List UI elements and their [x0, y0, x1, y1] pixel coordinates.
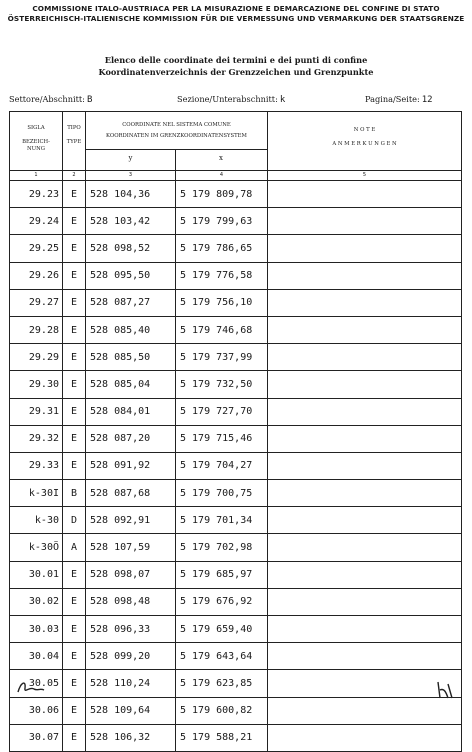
cell-x: 5 179 732,50 [176, 371, 268, 398]
column-number-row [10, 171, 462, 181]
cell-y: 528 095,50 [86, 262, 176, 289]
table-body [10, 181, 462, 752]
cell-tipo: E [63, 344, 86, 371]
cell-sigla: 29.24 [10, 208, 63, 235]
sezione-field [177, 94, 285, 105]
cell-tipo: E [63, 371, 86, 398]
header-nung-label: NUNG [27, 146, 45, 152]
pagina-label: Pagina/Seite: [365, 94, 420, 104]
header-coord-italian: COORDINATE NEL SISTEMA COMUNE [122, 122, 231, 128]
table-row [10, 507, 462, 534]
header-anmerkungen-label: A N M E R K U N G E N [332, 141, 397, 147]
cell-sigla: 29.25 [10, 235, 63, 262]
settore-field [9, 94, 92, 105]
cell-sigla: 30.03 [10, 616, 63, 643]
cell-note [268, 480, 462, 507]
cell-y: 528 084,01 [86, 398, 176, 425]
cell-x: 5 179 702,98 [176, 534, 268, 561]
cell-tipo: E [63, 643, 86, 670]
header-note [268, 112, 462, 171]
table-row [10, 616, 462, 643]
cell-y: 528 103,42 [86, 208, 176, 235]
header-sigla-label: SIGLA [27, 125, 45, 131]
pagina-value: 12 [421, 95, 433, 105]
cell-note [268, 425, 462, 452]
cell-x: 5 179 659,40 [176, 616, 268, 643]
sezione-label: Sezione/Unterabschnitt: [177, 94, 278, 104]
cell-x: 5 179 727,70 [176, 398, 268, 425]
cell-tipo: E [63, 289, 86, 316]
table-row [10, 181, 462, 208]
cell-y: 528 091,92 [86, 452, 176, 479]
cell-y: 528 085,40 [86, 316, 176, 343]
sezione-value: k [279, 95, 286, 105]
cell-sigla: 29.23 [10, 181, 63, 208]
cell-note [268, 371, 462, 398]
cell-sigla: 30.07 [10, 724, 63, 751]
table-row [10, 425, 462, 452]
cell-sigla: 29.27 [10, 289, 63, 316]
cell-x: 5 179 588,21 [176, 724, 268, 751]
header-bezeichnung-label: BEZEICH- [22, 139, 50, 145]
table-row [10, 371, 462, 398]
cell-x: 5 179 786,65 [176, 235, 268, 262]
cell-y: 528 106,32 [86, 724, 176, 751]
cell-tipo: E [63, 697, 86, 724]
cell-note [268, 344, 462, 371]
colnum-2: 2 [63, 171, 86, 181]
cell-x: 5 179 756,10 [176, 289, 268, 316]
cell-y: 528 107,59 [86, 534, 176, 561]
table-row [10, 208, 462, 235]
coordinates-table [9, 111, 462, 752]
cell-tipo: E [63, 425, 86, 452]
cell-tipo: E [63, 724, 86, 751]
colnum-3: 3 [86, 171, 176, 181]
header-coordinates [86, 112, 268, 171]
cell-tipo: E [63, 616, 86, 643]
cell-note [268, 289, 462, 316]
header-note-label: N O T E [353, 127, 376, 133]
colnum-4: 4 [176, 171, 268, 181]
cell-tipo: E [63, 181, 86, 208]
colnum-5: 5 [268, 171, 462, 181]
header-coord-german: KOORDINATEN IM GRENZKOORDINATENSYSTEM [106, 133, 247, 139]
cell-sigla: 29.29 [10, 344, 63, 371]
cell-note [268, 507, 462, 534]
cell-x: 5 179 676,92 [176, 588, 268, 615]
handwritten-initials-icon [434, 678, 456, 702]
cell-note [268, 181, 462, 208]
cell-x: 5 179 685,97 [176, 561, 268, 588]
cell-y: 528 085,04 [86, 371, 176, 398]
cell-note [268, 588, 462, 615]
colnum-1: 1 [10, 171, 63, 181]
cell-sigla: k-30 [10, 507, 63, 534]
cell-y: 528 087,27 [86, 289, 176, 316]
cell-sigla: 29.32 [10, 425, 63, 452]
settore-label: Settore/Abschnitt: [9, 94, 85, 104]
cell-note [268, 643, 462, 670]
cell-note [268, 697, 462, 724]
cell-tipo: E [63, 235, 86, 262]
cell-note [268, 616, 462, 643]
cell-sigla: 30.04 [10, 643, 63, 670]
cell-note [268, 670, 462, 697]
cell-note [268, 561, 462, 588]
cell-y: 528 099,20 [86, 643, 176, 670]
cell-y: 528 110,24 [86, 670, 176, 697]
handwritten-signature-icon [16, 676, 46, 696]
cell-sigla: 29.26 [10, 262, 63, 289]
cell-x: 5 179 737,99 [176, 344, 268, 371]
cell-x: 5 179 623,85 [176, 670, 268, 697]
table-row [10, 235, 462, 262]
commission-title-german: ÖSTERREICHISCH-ITALIENISCHE KOMMISSION FÜR DIE VERMESSUNG UND VERMARKUNG DER STAATSGRENZE [7, 14, 465, 23]
document-title-german: Koordinatenverzeichnis der Grenzzeichen und Grenzpunkte [98, 67, 374, 77]
cell-note [268, 208, 462, 235]
cell-y: 528 087,20 [86, 425, 176, 452]
cell-x: 5 179 700,75 [176, 480, 268, 507]
cell-x: 5 179 799,63 [176, 208, 268, 235]
table-row [10, 643, 462, 670]
cell-note [268, 724, 462, 751]
cell-x: 5 179 701,34 [176, 507, 268, 534]
cell-x: 5 179 746,68 [176, 316, 268, 343]
cell-note [268, 398, 462, 425]
cell-y: 528 087,68 [86, 480, 176, 507]
cell-y: 528 098,52 [86, 235, 176, 262]
cell-tipo: E [63, 398, 86, 425]
cell-x: 5 179 704,27 [176, 452, 268, 479]
cell-sigla: 30.01 [10, 561, 63, 588]
table-row [10, 588, 462, 615]
cell-note [268, 316, 462, 343]
cell-x: 5 179 643,64 [176, 643, 268, 670]
cell-sigla: k-30I [10, 480, 63, 507]
table-header-row [10, 112, 462, 171]
table-row [10, 344, 462, 371]
cell-sigla: 29.31 [10, 398, 63, 425]
cell-tipo: E [63, 588, 86, 615]
cell-tipo: E [63, 316, 86, 343]
table-row [10, 670, 462, 697]
cell-y: 528 085,50 [86, 344, 176, 371]
cell-note [268, 534, 462, 561]
table-row [10, 724, 462, 751]
cell-sigla: 29.30 [10, 371, 63, 398]
cell-y: 528 092,91 [86, 507, 176, 534]
cell-tipo: D [63, 507, 86, 534]
cell-tipo: E [63, 452, 86, 479]
table-row [10, 452, 462, 479]
settore-value: B [86, 95, 93, 105]
cell-sigla: 30.02 [10, 588, 63, 615]
header-x: x [219, 154, 223, 162]
header-tipo-label: TIPO [67, 125, 81, 131]
table-row [10, 398, 462, 425]
table-row [10, 697, 462, 724]
header-y: y [128, 154, 133, 162]
cell-y: 528 104,36 [86, 181, 176, 208]
header-tipo [63, 112, 86, 171]
cell-sigla: k-30Ö [10, 534, 63, 561]
cell-tipo: E [63, 262, 86, 289]
cell-x: 5 179 600,82 [176, 697, 268, 724]
cell-tipo: A [63, 534, 86, 561]
table-row [10, 480, 462, 507]
cell-sigla: 30.05 [10, 670, 63, 697]
table-row [10, 534, 462, 561]
table-row [10, 262, 462, 289]
cell-y: 528 096,33 [86, 616, 176, 643]
cell-note [268, 452, 462, 479]
cell-tipo: B [63, 480, 86, 507]
cell-sigla: 29.28 [10, 316, 63, 343]
cell-y: 528 098,48 [86, 588, 176, 615]
table-row [10, 316, 462, 343]
commission-title-italian: COMMISSIONE ITALO-AUSTRIACA PER LA MISURAZIONE E DEMARCAZIONE DEL CONFINE DI STATO [32, 4, 440, 13]
cell-note [268, 262, 462, 289]
cell-tipo: E [63, 208, 86, 235]
table-row [10, 289, 462, 316]
cell-tipo: E [63, 670, 86, 697]
cell-y: 528 109,64 [86, 697, 176, 724]
header-sigla [10, 112, 63, 171]
cell-sigla: 29.33 [10, 452, 63, 479]
cell-tipo: E [63, 561, 86, 588]
table-row [10, 561, 462, 588]
cell-note [268, 235, 462, 262]
cell-sigla: 30.06 [10, 697, 63, 724]
cell-x: 5 179 776,58 [176, 262, 268, 289]
cell-x: 5 179 809,78 [176, 181, 268, 208]
cell-y: 528 098,07 [86, 561, 176, 588]
document-title-italian: Elenco delle coordinate dei termini e dei punti di confine [104, 55, 368, 65]
cell-x: 5 179 715,46 [176, 425, 268, 452]
pagina-field [365, 94, 433, 105]
header-type-label: TYPE [66, 139, 82, 145]
